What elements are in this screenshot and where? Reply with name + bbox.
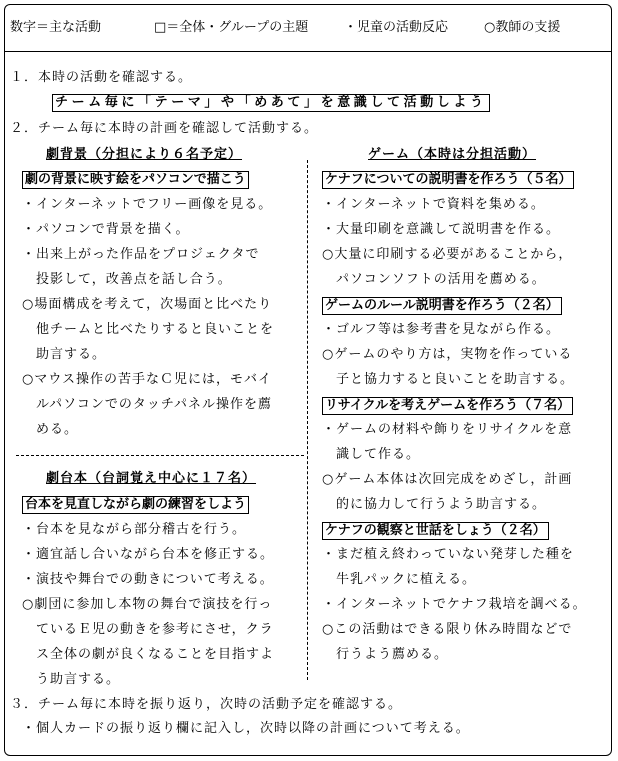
step1-text: １．本時の活動を確認する。: [10, 70, 193, 85]
recycle-game-theme: リサイクルを考えゲームを作ろう（７名）: [322, 397, 573, 415]
kenaf-care-theme: ケナフの観察と世話をしょう（２名）: [322, 522, 549, 540]
list-item: 他チームと比べたりすると良いことを: [22, 322, 275, 337]
list-item: ・まだ植え終わっていない発芽した種を: [322, 547, 574, 562]
step3-detail: ・個人カードの振り返り欄に記入し，次時以降の計画について考える。: [22, 721, 470, 736]
list-item: ○ゲーム本体は次回完成をめざし，計画: [322, 472, 573, 487]
list-item: ・台本を見ながら部分稽古を行う。: [22, 522, 247, 537]
column-divider: [307, 160, 308, 680]
legend-teacher-support: ○教師の支援: [484, 20, 561, 35]
list-item: ・ゲームの材料や飾りをリサイクルを意: [322, 422, 573, 437]
drama-script-theme: 台本を見直しながら劇の練習をしよう: [22, 496, 249, 514]
list-item: ・出来上がった作品をプロジェクタで: [22, 247, 260, 262]
list-item: う助言する。: [22, 672, 121, 687]
list-item: ○劇団に参加し本物の舞台で演技を行っ: [22, 597, 273, 612]
list-item: ・インターネットで資料を集める。: [322, 197, 545, 212]
list-item: パソコンソフトの活用を薦める。: [322, 272, 546, 287]
list-item: ・インターネットでフリー画像を見る。: [22, 197, 273, 212]
list-item: 牛乳パックに植える。: [322, 572, 477, 587]
list-item: める。: [22, 422, 79, 437]
game-title: ゲーム（本時は分担活動）: [368, 147, 537, 162]
list-item: 識して作る。: [322, 447, 421, 462]
legend-group-theme: □＝全体・グループの主題: [154, 20, 309, 35]
legend-child-reaction: ・児童の活動反応: [344, 20, 449, 35]
list-item: 行うよう薦める。: [322, 647, 449, 662]
legend-bar: [4, 4, 612, 52]
list-item: ○マウス操作の苦手なＣ児には，モバイ: [22, 372, 272, 387]
list-item: ○この活動はできる限り休み時間などで: [322, 622, 573, 637]
legend-main-activity: 数字＝主な活動: [10, 20, 102, 35]
drama-script-title: 劇台本（台詞覚え中心に１７名）: [46, 471, 257, 486]
step1-theme: チーム毎に「テーマ」や「めあて」を意識して活動しよう: [52, 94, 490, 112]
step3-text: ３．チーム毎に本時を振り返り，次時の活動予定を確認する。: [10, 697, 403, 712]
list-item: ・ゴルフ等は参考書を見ながら作る。: [322, 322, 561, 337]
list-item: 的に協力して行うよう助言する。: [322, 497, 547, 512]
list-item: ・大量印刷を意識して説明書を作る。: [322, 222, 561, 237]
game-rules-theme: ゲームのルール説明書を作ろう（２名）: [322, 297, 562, 315]
drama-background-title: 劇背景（分担により６名予定）: [46, 147, 243, 162]
list-item: ・適宜話し合いながら台本を修正する。: [22, 547, 275, 562]
drama-background-theme: 劇の背景に映す絵をパソコンで描こう: [22, 171, 249, 189]
list-item: ているＥ児の動きを参考にさせ，クラ: [22, 622, 274, 637]
list-item: ・パソコンで背景を描く。: [22, 222, 190, 237]
list-item: ・演技や舞台での動きについて考える。: [22, 572, 274, 587]
list-item: ・インターネットでケナフ栽培を調べる。: [322, 597, 587, 612]
list-item: ○ゲームのやり方は，実物を作っている: [322, 347, 573, 362]
list-item: 助言する。: [22, 347, 107, 362]
list-item: ス全体の劇が良くなることを目指すよ: [22, 647, 275, 662]
list-item: 投影して，改善点を話し合う。: [22, 272, 232, 287]
step2-text: ２．チーム毎に本時の計画を確認して活動する。: [10, 121, 319, 136]
left-section-divider: [16, 455, 304, 456]
kenaf-manual-theme: ケナフについての説明書を作ろう（５名）: [322, 171, 574, 189]
list-item: ○場面構成を考えて，次場面と比べたり: [22, 297, 273, 312]
list-item: 子と協力すると良いことを助言する。: [322, 372, 575, 387]
list-item: ルパソコンでのタッチパネル操作を薦: [22, 397, 273, 412]
list-item: ○大量に印刷する必要があることから，: [322, 247, 573, 262]
